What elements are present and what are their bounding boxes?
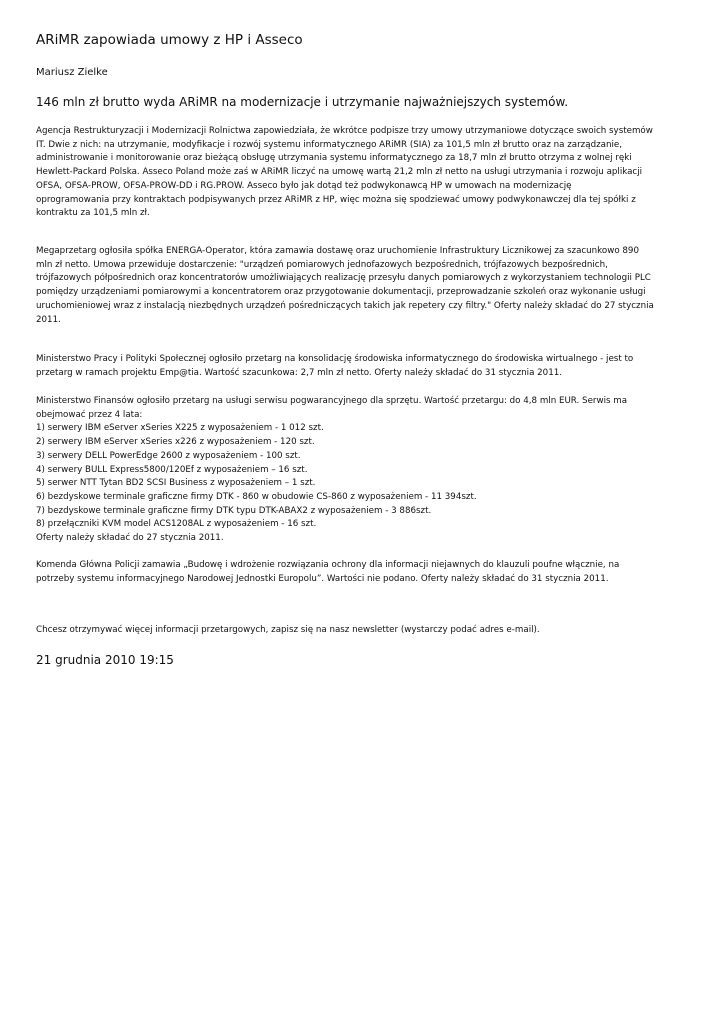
paragraph-line: oprogramowania przy kontraktach podpisywanych przez ARiMR z HP, więc można się spodziewać umowy podwykonawczej dla tej spółki z	[36, 194, 636, 205]
paragraph-line: Megaprzetarg ogłosiła spółka ENERGA-Operator, która zamawia dostawę oraz uruchomienie Infrastruktury Licznikowej za szacunkowo 890	[36, 246, 639, 256]
paragraph-line: Ministerstwo Finansów ogłosiło przetarg na usługi serwisu pogwarancyjnego dla sprzętu. Wartość przetargu: do 4,8 mln EUR. Serwis ma	[36, 396, 628, 406]
paragraph-line: uruchomieniowej wraz z instalacją niezbędnych urządzeń pośredniczących takich jak repetery czy filtry." Oferty należy składać do 27 stycznia	[36, 300, 654, 311]
paragraph-energa	[36, 245, 696, 327]
paragraph-line: Oferty należy składać do 27 stycznia 2011.	[36, 533, 224, 544]
paragraph-line: Chcesz otrzymywać więcej informacji przetargowych, zapisz się na nasz newsletter (wystarczy podać adres e-mail).	[36, 625, 540, 635]
paragraph-line: potrzeby systemu informacyjnego Narodowej Jednostki Europolu”. Wartości nie podano. Oferty należy składać do 31 stycznia 2011.	[36, 573, 609, 584]
paragraph-line: 7) bezdyskowe terminale graficzne firmy DTK typu DTK-ABAX2 z wyposażeniem - 3 886szt.	[36, 505, 432, 516]
paragraph-line: 6) bezdyskowe terminale graficzne firmy DTK - 860 w obudowie CS-860 z wyposażeniem - 11 394szt.	[36, 491, 477, 502]
paragraph-line: trójfazowych półpośrednich oraz koncentratorów umożliwiających realizację przesyłu danych pomiarowych z wykorzystaniem technologii PLC	[36, 273, 651, 284]
paragraph-line: 5) serwer NTT Tytan BD2 SCSI Business z wyposażeniem – 1 szt.	[36, 478, 316, 489]
paragraph-line: administrowanie i monitorowanie oraz bieżącą obsługę utrzymania systemu informatycznego za 18,7 mln zł brutto otrzyma z wolnej ręki	[36, 153, 632, 164]
paragraph-line: 3) serwery DELL PowerEdge 2600 z wyposażeniem - 100 szt.	[36, 450, 301, 461]
paragraph-line: 8) przełączniki KVM model ACS1208AL z wyposażeniem - 16 szt.	[36, 519, 317, 530]
paragraph-line: obejmować przez 4 lata:	[36, 409, 143, 420]
article-title: ARiMR zapowiada umowy z HP i Asseco	[36, 32, 303, 48]
paragraph-line: przetarg w ramach projektu Emp@tia. Wartość szacunkowa: 2,7 mln zł netto. Oferty należy składać do 31 stycznia 2011.	[36, 367, 563, 378]
paragraph-newsletter	[36, 624, 696, 638]
paragraph-mf	[36, 395, 696, 546]
paragraph-line: Komenda Główna Policji zamawia „Budowę i wdrożenie rozwiązania ochrony dla informacji niejawnych do klauzuli poufne włącznie, na	[36, 560, 620, 570]
article-lead: 146 mln zł brutto wyda ARiMR na modernizacje i utrzymanie najważniejszych systemów.	[36, 95, 569, 109]
paragraph-line: 1) serwery IBM eServer xSeries X225 z wyposażeniem - 1 012 szt.	[36, 423, 324, 434]
paragraph-line: pomiędzy urządzeniami pomiarowymi a koncentratorem oraz przygotowanie dokumentacji, przeprowadzanie szkoleń oraz wykonanie usługi	[36, 287, 646, 298]
paragraph-line: Ministerstwo Pracy i Polityki Społecznej ogłosiło przetarg na konsolidację środowiska informatycznego do środowiska wirtualnego - jest to	[36, 354, 634, 364]
paragraph-line: Agencja Restrukturyzacji i Modernizacji Rolnictwa zapowiedziała, że wkrótce podpisze trzy umowy utrzymaniowe dotyczące swoich systemów	[36, 126, 653, 136]
article-author: Mariusz Zielke	[36, 67, 108, 78]
paragraph-mpips	[36, 353, 696, 380]
paragraph-line: 2011.	[36, 314, 61, 325]
paragraph-line: Hewlett-Packard Polska. Asseco Poland może zaś w ARiMR liczyć na umowę wartą 21,2 mln zł netto na usługi utrzymania i rozwoju aplikacji	[36, 167, 643, 178]
paragraph-line: IT. Dwie z nich: na utrzymanie, modyfikacje i rozwój systemu informatycznego ARiMR (SIA) za 101,5 mln zł brutto oraz na zarządzanie,	[36, 139, 622, 150]
paragraph-line: kontraktu za 101,5 mln zł.	[36, 208, 150, 219]
paragraph-line: 4) serwery BULL Express5800/120Ef z wyposażeniem – 16 szt.	[36, 464, 308, 475]
paragraph-line: mln zł netto. Umowa przewiduje dostarczenie: "urządzeń pomiarowych jednofazowych bezpośrednich, trójfazowych bezpośrednich,	[36, 259, 608, 270]
paragraph-arimr	[36, 125, 696, 221]
paragraph-kgp	[36, 559, 696, 586]
paragraph-line: 2) serwery IBM eServer xSeries x226 z wyposażeniem - 120 szt.	[36, 437, 315, 448]
publication-date: 21 grudnia 2010 19:15	[36, 653, 174, 667]
paragraph-line: OFSA, OFSA-PROW, OFSA-PROW-DD i RG.PROW. Asseco było jak dotąd też podwykonawcą HP w umowach na modernizację	[36, 180, 572, 191]
